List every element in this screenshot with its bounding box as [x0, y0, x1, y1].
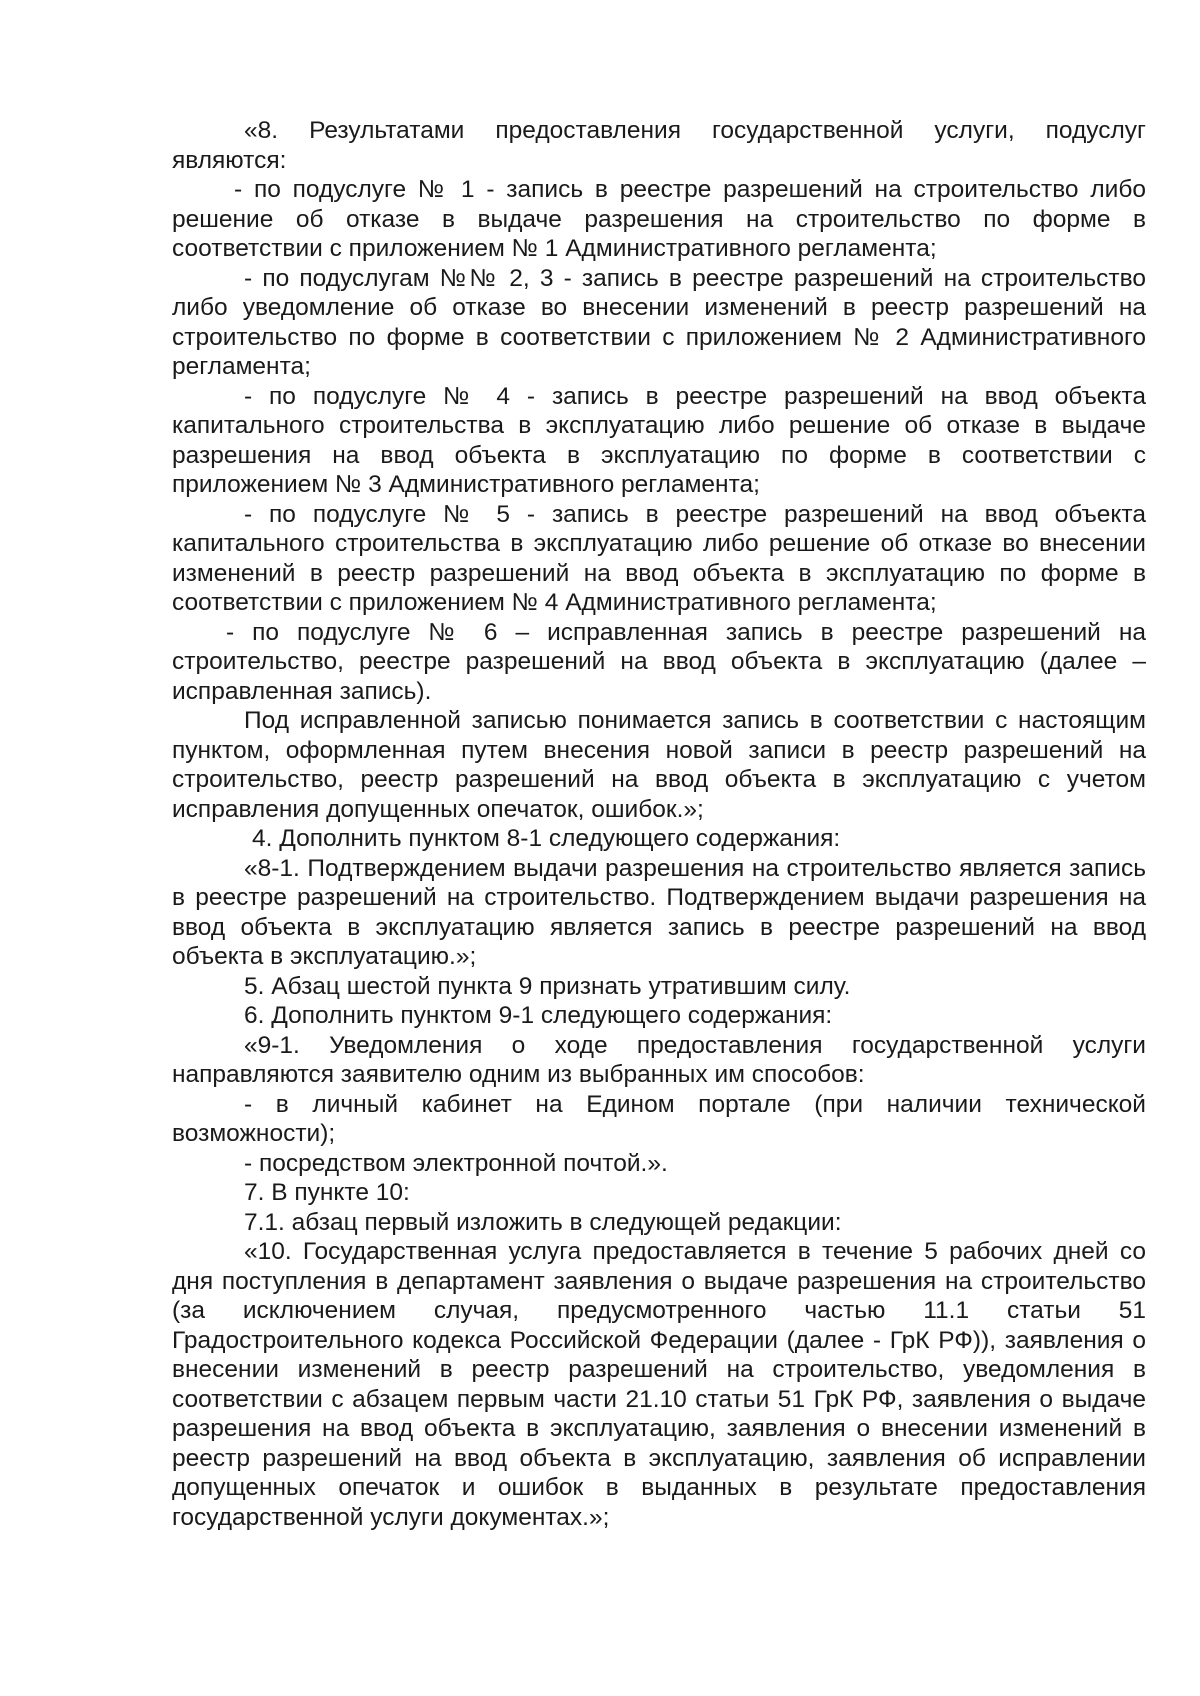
paragraph-subservice-1: - по подуслуге № 1 - запись в реестре разрешений на строительство либо решение об отказе в выдаче разрешения на строительство по форме в соответствии с приложением № 1 Административного регламента;: [172, 176, 1146, 262]
paragraph-amendment-7-1: 7.1. абзац первый изложить в следующей редакции:: [244, 1208, 842, 1236]
paragraph-subservice-6: - по подуслуге № 6 – исправленная запись в реестре разрешений на строительство, реестре разрешений на ввод объекта в эксплуатацию (далее – исправленная запись).: [172, 618, 1146, 705]
paragraph-email: - посредством электронной почтой.».: [244, 1149, 668, 1177]
paragraph-corrected-record: Под исправленной записью понимается запись в соответствии с настоящим пунктом, оформленная путем внесения новой записи в реестр разрешений на строительство, реестр разрешений на ввод объекта в эксплуатацию с учетом исправления допущенных опечаток, ошибок.»;: [172, 707, 1146, 823]
paragraph-subservices-2-3: - по подуслугам №№ 2, 3 - запись в реестре разрешений на строительство либо уведомление об отказе во внесении изменений в реестр разрешений на строительство по форме в соответствии с приложением № 2 Административного регламента;: [172, 264, 1146, 380]
paragraph-item-8: «8. Результатами предоставления государственной услуги, подуслуг являются:: [172, 117, 1146, 174]
paragraph-subservice-5: - по подуслуге № 5 - запись в реестре разрешений на ввод объекта капитального строительства в эксплуатацию либо решение об отказе во внесении изменений в реестр разрешений на ввод объекта в эксплуатацию по форме в соответствии с приложением № 4 Административного регламента;: [172, 500, 1146, 616]
paragraph-subservice-4: - по подуслуге № 4 - запись в реестре разрешений на ввод объекта капитального строительства в эксплуатацию либо решение об отказе в выдаче разрешения на ввод объекта в эксплуатацию по форме в соответствии с приложением № 3 Административного регламента;: [172, 382, 1146, 498]
paragraph-item-10: «10. Государственная услуга предоставляется в течение 5 рабочих дней со дня поступления в департамент заявления о выдаче разрешения на строительство (за исключением случая, предусмотренного частью 11.1 статьи 51 Градостроительного кодекса Российской Федерации (далее - ГрК РФ)), заявления о внесении изменений в реестр разрешений на строительство, уведомления в соответствии с абзацем первым части 21.10 статьи 51 ГрК РФ, заявления о выдаче разрешения на ввод объекта в эксплуатацию, заявления о внесении изменений в реестр разрешений на ввод объекта в эксплуатацию, заявления об исправлении допущенных опечаток и ошибок в выданных в результате предоставления государственной услуги документах.»;: [172, 1238, 1146, 1531]
paragraph-amendment-4: 4. Дополнить пунктом 8-1 следующего содержания:: [252, 825, 841, 852]
paragraph-item-8-1: «8-1. Подтверждением выдачи разрешения на строительство является запись в реестре разрешений на строительство. Подтверждением выдачи разрешения на ввод объекта в эксплуатацию является запись в реестре разрешений на ввод объекта в эксплуатацию.»;: [172, 854, 1146, 970]
paragraph-amendment-6: 6. Дополнить пунктом 9-1 следующего содержания:: [244, 1002, 833, 1029]
paragraph-amendment-5: 5. Абзац шестой пункта 9 признать утратившим силу.: [244, 972, 851, 1000]
paragraph-amendment-7: 7. В пункте 10:: [244, 1179, 410, 1206]
paragraph-personal-cabinet: - в личный кабинет на Едином портале (при наличии технической возможности);: [172, 1090, 1146, 1147]
paragraph-item-9-1: «9-1. Уведомления о ходе предоставления государственной услуги направляются заявителю одним из выбранных им способов:: [172, 1031, 1146, 1088]
document-body: [172, 116, 1146, 1532]
